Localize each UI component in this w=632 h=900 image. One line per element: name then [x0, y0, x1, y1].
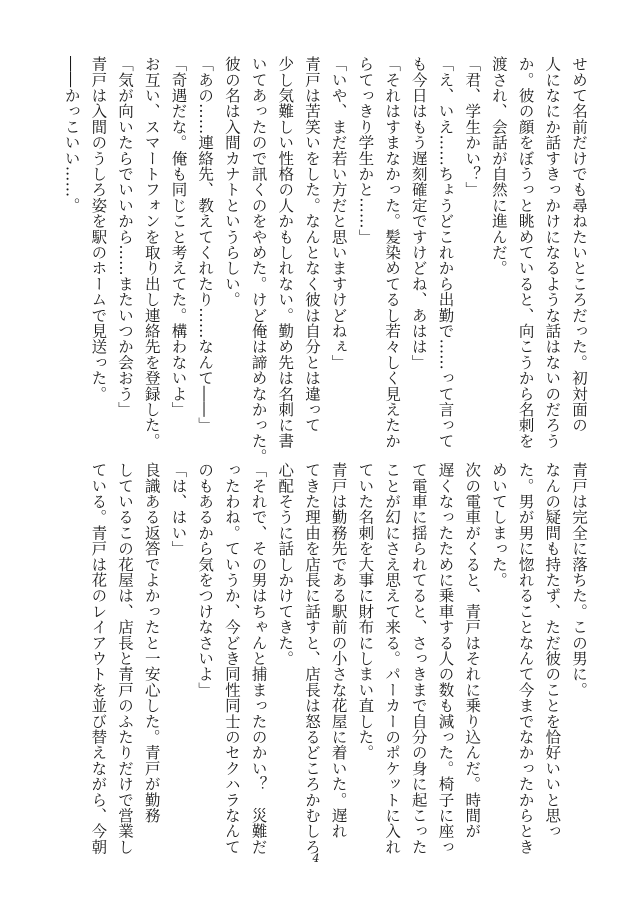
- text-line: 青戸は入間のうしろ姿を駅のホームで見送った。: [89, 56, 108, 402]
- text-line: 「それはすまなかった。髪染めてるし若々しく見えたか: [383, 56, 402, 449]
- text-line: なんの疑問も持たず、ただ彼のことを恰好いいと思っ: [543, 462, 562, 839]
- text-line: か。彼の顔をぼうっと眺めていると、向こうから名刺を: [516, 56, 535, 449]
- text-line: 渡され、会話が自然に進んだ。: [489, 56, 508, 276]
- text-line: ったわね。ていうか、今どき同性同士のセクハラなんて: [222, 462, 241, 855]
- text-line: 「奇遇だな。俺も同じこと考えてた。構わないよ」: [169, 56, 188, 418]
- text-line: も今日はもう遅刻確定ですけどね、あはは」: [409, 56, 428, 370]
- text-line: 「いや、まだ若い方だと思いますけどねぇ」: [329, 56, 348, 370]
- text-column-bottom: [85, 462, 592, 855]
- text-line: しているこの花屋は、店長と青戸のふたりだけで営業し: [116, 462, 135, 855]
- text-line: 青戸は完全に落ちた。この男に。: [570, 462, 588, 698]
- text-line: いてあったので訊くのをやめた。けど俺は諦めなかった。: [249, 56, 268, 465]
- text-line: のもあるから気をつけなさいよ」: [196, 462, 215, 698]
- text-line: 「あの……連絡先、教えてくれたり……なんて――」: [196, 56, 215, 433]
- text-line: 良識ある返答でよかったと一安心した。青戸が勤務: [142, 462, 161, 824]
- text-line: てきた理由を店長に話すと、店長は怒るどころかむしろ: [302, 462, 321, 855]
- text-line: せめて名前だけでも尋ねたいところだった。初対面の: [570, 56, 588, 433]
- text-line: 「君、学生かい？」: [463, 56, 482, 198]
- text-line: 青戸は苦笑いをした。なんとなく彼は自分とは違って: [302, 56, 321, 433]
- text-line: 心配そうに話しかけてきた。: [276, 462, 295, 667]
- text-column-top: [58, 56, 592, 465]
- text-line: 次の電車がくると、青戸はそれに乗り込んだ。時間が: [463, 462, 482, 839]
- text-line: らてっきり学生かと……」: [356, 56, 375, 245]
- text-line: 彼の名は入間カナトというらしい。: [222, 56, 241, 308]
- text-line: た。男が男に惚れることなんて今までなかったからとき: [516, 462, 535, 855]
- text-line: て電車に揺られてると、さっきまで自分の身に起こった: [409, 462, 428, 855]
- text-line: 少し気難しい性格の人かもしれない。勤め先は名刺に書: [276, 56, 295, 449]
- text-line: めいてしまった。: [489, 462, 508, 588]
- text-line: お互い、スマートフォンを取り出し連絡先を登録した。: [142, 56, 161, 449]
- text-line: 「それで、その男はちゃんと捕まったのかい？ 災難だ: [249, 462, 268, 855]
- text-line: 「気が向いたらでいいから……またいつか会おう」: [116, 56, 135, 418]
- text-line: 「え、いえ……ちょうどこれから出勤で……って言って: [436, 56, 455, 449]
- text-line: 人になにか話すきっかけになるような話はないのだろう: [543, 56, 562, 449]
- text-line: 「は、はい」: [169, 462, 188, 557]
- page-number: 4: [312, 852, 320, 865]
- text-line: 遅くなったために乗車する人の数も減った。椅子に座っ: [436, 462, 455, 855]
- text-line: ている。青戸は花のレイアウトを並び替えながら、今朝: [89, 462, 108, 855]
- text-line: 青戸は勤務先である駅前の小さな花屋に着いた。遅れ: [329, 462, 348, 839]
- text-line: ていた名刺を大事に財布にしまい直した。: [356, 462, 375, 761]
- text-line: ことが幻にさえ思えて来る。パーカーのポケットに入れ: [383, 462, 402, 855]
- text-line: ――かっこいい……。: [62, 56, 81, 213]
